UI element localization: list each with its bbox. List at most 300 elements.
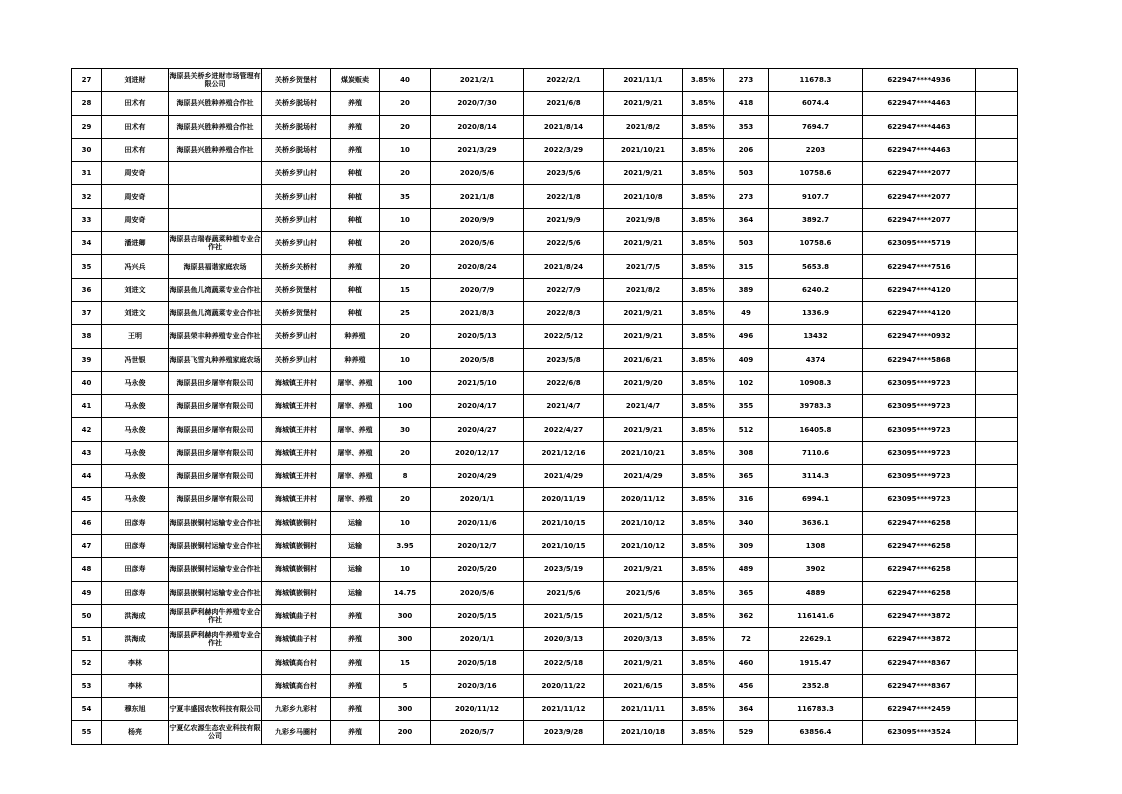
cell-start-date: 2021/1/8 [431, 185, 524, 208]
cell-seq: 31 [72, 162, 102, 185]
cell-note [976, 301, 1018, 324]
cell-days: 273 [724, 185, 769, 208]
cell-note [976, 604, 1018, 627]
cell-account: 622947****4120 [863, 301, 976, 324]
cell-business: 运输 [331, 534, 380, 557]
cell-interest: 3902 [769, 558, 863, 581]
cell-account: 622947****4463 [863, 138, 976, 161]
table-row [72, 418, 1018, 441]
cell-name: 洪海成 [102, 628, 169, 651]
cell-repay-date: 2020/3/13 [604, 628, 683, 651]
cell-rate: 3.85% [683, 558, 724, 581]
table-row [72, 301, 1018, 324]
cell-end-date: 2022/8/3 [524, 301, 604, 324]
cell-days: 489 [724, 558, 769, 581]
cell-company: 海原县田乡屠宰有限公司 [169, 371, 262, 394]
cell-amount: 10 [380, 208, 431, 231]
cell-interest: 1915.47 [769, 651, 863, 674]
cell-interest: 6240.2 [769, 278, 863, 301]
cell-note [976, 558, 1018, 581]
table-row [72, 138, 1018, 161]
cell-seq: 29 [72, 115, 102, 138]
cell-repay-date: 2021/5/6 [604, 581, 683, 604]
cell-seq: 42 [72, 418, 102, 441]
cell-company: 海原县兴胜种养殖合作社 [169, 115, 262, 138]
cell-seq: 54 [72, 698, 102, 721]
cell-start-date: 2020/3/16 [431, 674, 524, 697]
cell-business: 养殖 [331, 92, 380, 115]
cell-company: 海原县萨利赫肉牛养殖专业合作社 [169, 628, 262, 651]
cell-rate: 3.85% [683, 278, 724, 301]
cell-village: 海城镇曲子村 [262, 628, 331, 651]
cell-note [976, 674, 1018, 697]
cell-account: 622947****6258 [863, 511, 976, 534]
cell-company: 海原县田乡屠宰有限公司 [169, 465, 262, 488]
cell-company: 海原县萨利赫肉牛养殖专业合作社 [169, 604, 262, 627]
cell-days: 503 [724, 232, 769, 255]
table-row [72, 115, 1018, 138]
table-row [72, 255, 1018, 278]
cell-start-date: 2020/5/6 [431, 162, 524, 185]
cell-amount: 25 [380, 301, 431, 324]
cell-end-date: 2021/8/24 [524, 255, 604, 278]
cell-days: 512 [724, 418, 769, 441]
cell-account: 622947****8367 [863, 651, 976, 674]
cell-end-date: 2022/3/29 [524, 138, 604, 161]
cell-start-date: 2020/5/7 [431, 721, 524, 744]
cell-note [976, 278, 1018, 301]
cell-rate: 3.85% [683, 651, 724, 674]
cell-business: 种植 [331, 185, 380, 208]
table-row [72, 465, 1018, 488]
cell-repay-date: 2020/11/12 [604, 488, 683, 511]
cell-amount: 10 [380, 511, 431, 534]
cell-days: 496 [724, 325, 769, 348]
cell-account: 622947****6258 [863, 581, 976, 604]
cell-end-date: 2021/12/16 [524, 441, 604, 464]
cell-business: 屠宰、养殖 [331, 465, 380, 488]
table-row [72, 92, 1018, 115]
cell-company [169, 208, 262, 231]
cell-note [976, 162, 1018, 185]
cell-note [976, 418, 1018, 441]
cell-company: 海原县兴胜种养殖合作社 [169, 138, 262, 161]
cell-amount: 10 [380, 138, 431, 161]
cell-amount: 35 [380, 185, 431, 208]
cell-days: 355 [724, 395, 769, 418]
cell-business: 运输 [331, 511, 380, 534]
cell-end-date: 2021/10/15 [524, 534, 604, 557]
cell-account: 622947****5868 [863, 348, 976, 371]
cell-seq: 32 [72, 185, 102, 208]
cell-repay-date: 2021/4/7 [604, 395, 683, 418]
cell-name: 田彦寿 [102, 534, 169, 557]
cell-name: 田彦寿 [102, 581, 169, 604]
cell-seq: 36 [72, 278, 102, 301]
cell-name: 冯世银 [102, 348, 169, 371]
cell-seq: 50 [72, 604, 102, 627]
cell-repay-date: 2021/8/2 [604, 278, 683, 301]
cell-days: 456 [724, 674, 769, 697]
cell-repay-date: 2021/7/5 [604, 255, 683, 278]
cell-company: 海原县田乡屠宰有限公司 [169, 488, 262, 511]
cell-repay-date: 2021/8/2 [604, 115, 683, 138]
cell-seq: 53 [72, 674, 102, 697]
table-row [72, 162, 1018, 185]
cell-account: 623095****9723 [863, 441, 976, 464]
cell-end-date: 2022/4/27 [524, 418, 604, 441]
cell-repay-date: 2021/10/12 [604, 511, 683, 534]
cell-amount: 20 [380, 441, 431, 464]
cell-account: 622947****8367 [863, 674, 976, 697]
cell-rate: 3.85% [683, 69, 724, 92]
table-row [72, 185, 1018, 208]
cell-amount: 20 [380, 92, 431, 115]
cell-note [976, 395, 1018, 418]
cell-company: 海原县荣丰种养殖专业合作社 [169, 325, 262, 348]
cell-start-date: 2021/3/29 [431, 138, 524, 161]
cell-interest: 10908.3 [769, 371, 863, 394]
cell-amount: 20 [380, 162, 431, 185]
cell-village: 海城镇王井村 [262, 441, 331, 464]
cell-name: 刘进文 [102, 301, 169, 324]
cell-rate: 3.85% [683, 534, 724, 557]
cell-company: 海原县田乡屠宰有限公司 [169, 441, 262, 464]
cell-days: 340 [724, 511, 769, 534]
cell-interest: 2203 [769, 138, 863, 161]
cell-company: 海原县兴胜种养殖合作社 [169, 92, 262, 115]
cell-amount: 15 [380, 278, 431, 301]
cell-amount: 30 [380, 418, 431, 441]
cell-start-date: 2020/11/6 [431, 511, 524, 534]
cell-end-date: 2021/5/6 [524, 581, 604, 604]
cell-days: 49 [724, 301, 769, 324]
cell-days: 102 [724, 371, 769, 394]
cell-start-date: 2021/2/1 [431, 69, 524, 92]
cell-rate: 3.85% [683, 301, 724, 324]
cell-start-date: 2020/4/17 [431, 395, 524, 418]
cell-name: 马永俊 [102, 488, 169, 511]
cell-company: 海原县嵌铜村运输专业合作社 [169, 534, 262, 557]
cell-end-date: 2020/11/22 [524, 674, 604, 697]
cell-amount: 10 [380, 348, 431, 371]
cell-rate: 3.85% [683, 185, 724, 208]
cell-village: 关桥乡贺堡村 [262, 69, 331, 92]
cell-seq: 51 [72, 628, 102, 651]
table-row [72, 581, 1018, 604]
cell-account: 622947****4120 [863, 278, 976, 301]
cell-start-date: 2020/5/8 [431, 348, 524, 371]
table-row [72, 232, 1018, 255]
cell-start-date: 2020/8/24 [431, 255, 524, 278]
cell-amount: 20 [380, 115, 431, 138]
cell-days: 206 [724, 138, 769, 161]
cell-end-date: 2023/5/19 [524, 558, 604, 581]
cell-start-date: 2021/8/3 [431, 301, 524, 324]
cell-end-date: 2020/11/19 [524, 488, 604, 511]
cell-start-date: 2020/7/30 [431, 92, 524, 115]
cell-amount: 20 [380, 255, 431, 278]
table-row [72, 511, 1018, 534]
cell-end-date: 2022/2/1 [524, 69, 604, 92]
cell-account: 622947****3872 [863, 604, 976, 627]
cell-rate: 3.85% [683, 348, 724, 371]
cell-account: 622947****2077 [863, 162, 976, 185]
cell-seq: 37 [72, 301, 102, 324]
cell-interest: 3892.7 [769, 208, 863, 231]
cell-village: 海城镇王井村 [262, 371, 331, 394]
cell-business: 养殖 [331, 651, 380, 674]
cell-business: 种养殖 [331, 348, 380, 371]
cell-start-date: 2020/4/27 [431, 418, 524, 441]
cell-repay-date: 2021/9/21 [604, 162, 683, 185]
cell-interest: 2352.8 [769, 674, 863, 697]
cell-seq: 39 [72, 348, 102, 371]
cell-account: 622947****4463 [863, 115, 976, 138]
cell-company: 海原县关桥乡进财市场管理有限公司 [169, 69, 262, 92]
cell-village: 海城镇嵌铜村 [262, 581, 331, 604]
cell-note [976, 721, 1018, 744]
cell-rate: 3.85% [683, 721, 724, 744]
cell-repay-date: 2021/9/21 [604, 558, 683, 581]
cell-name: 周安奇 [102, 208, 169, 231]
cell-end-date: 2021/6/8 [524, 92, 604, 115]
cell-amount: 8 [380, 465, 431, 488]
cell-interest: 7110.6 [769, 441, 863, 464]
cell-start-date: 2020/5/6 [431, 581, 524, 604]
cell-amount: 100 [380, 395, 431, 418]
cell-company [169, 185, 262, 208]
cell-interest: 116783.3 [769, 698, 863, 721]
cell-repay-date: 2021/9/21 [604, 325, 683, 348]
table-row [72, 558, 1018, 581]
cell-interest: 13432 [769, 325, 863, 348]
cell-interest: 10758.6 [769, 162, 863, 185]
cell-seq: 34 [72, 232, 102, 255]
cell-business: 养殖 [331, 115, 380, 138]
cell-business: 屠宰、养殖 [331, 371, 380, 394]
cell-interest: 39783.3 [769, 395, 863, 418]
cell-village: 关桥乡罗山村 [262, 232, 331, 255]
cell-village: 海城镇王井村 [262, 465, 331, 488]
table-row [72, 698, 1018, 721]
cell-seq: 47 [72, 534, 102, 557]
cell-note [976, 325, 1018, 348]
cell-amount: 300 [380, 604, 431, 627]
cell-account: 622947****7516 [863, 255, 976, 278]
cell-name: 潘进卿 [102, 232, 169, 255]
cell-interest: 3114.3 [769, 465, 863, 488]
cell-note [976, 185, 1018, 208]
cell-days: 315 [724, 255, 769, 278]
cell-village: 海城镇嵌铜村 [262, 558, 331, 581]
cell-days: 308 [724, 441, 769, 464]
cell-rate: 3.85% [683, 465, 724, 488]
cell-interest: 9107.7 [769, 185, 863, 208]
cell-account: 623095****5719 [863, 232, 976, 255]
cell-end-date: 2022/5/6 [524, 232, 604, 255]
cell-interest: 7694.7 [769, 115, 863, 138]
cell-name: 田术有 [102, 115, 169, 138]
cell-interest: 4889 [769, 581, 863, 604]
cell-start-date: 2020/4/29 [431, 465, 524, 488]
cell-start-date: 2020/5/6 [431, 232, 524, 255]
cell-days: 389 [724, 278, 769, 301]
cell-start-date: 2021/5/10 [431, 371, 524, 394]
cell-end-date: 2021/11/12 [524, 698, 604, 721]
cell-village: 海城镇嵌铜村 [262, 511, 331, 534]
cell-account: 623095****9723 [863, 371, 976, 394]
cell-rate: 3.85% [683, 581, 724, 604]
cell-company: 海原县嵌铜村运输专业合作社 [169, 511, 262, 534]
table-row [72, 604, 1018, 627]
cell-interest: 1308 [769, 534, 863, 557]
cell-interest: 63856.4 [769, 721, 863, 744]
cell-name: 马永俊 [102, 465, 169, 488]
cell-note [976, 92, 1018, 115]
cell-business: 屠宰、养殖 [331, 441, 380, 464]
cell-repay-date: 2021/9/21 [604, 651, 683, 674]
cell-company: 海原县鱼儿湾蔬菜专业合作社 [169, 278, 262, 301]
cell-seq: 40 [72, 371, 102, 394]
cell-repay-date: 2021/6/15 [604, 674, 683, 697]
cell-business: 养殖 [331, 674, 380, 697]
cell-account: 623095****9723 [863, 395, 976, 418]
cell-amount: 40 [380, 69, 431, 92]
cell-note [976, 371, 1018, 394]
cell-note [976, 255, 1018, 278]
cell-business: 种植 [331, 162, 380, 185]
cell-interest: 1336.9 [769, 301, 863, 324]
cell-village: 关桥乡关桥村 [262, 255, 331, 278]
cell-business: 种植 [331, 232, 380, 255]
cell-amount: 20 [380, 232, 431, 255]
cell-account: 622947****0932 [863, 325, 976, 348]
cell-village: 海城镇高台村 [262, 651, 331, 674]
cell-note [976, 534, 1018, 557]
cell-account: 622947****6258 [863, 558, 976, 581]
cell-end-date: 2021/8/14 [524, 115, 604, 138]
cell-repay-date: 2021/9/21 [604, 301, 683, 324]
cell-account: 623095****9723 [863, 418, 976, 441]
cell-seq: 44 [72, 465, 102, 488]
cell-end-date: 2021/4/29 [524, 465, 604, 488]
cell-company: 海原县吉瑞春蔬菜种植专业合作社 [169, 232, 262, 255]
cell-interest: 10758.6 [769, 232, 863, 255]
table-row [72, 488, 1018, 511]
cell-rate: 3.85% [683, 511, 724, 534]
cell-seq: 41 [72, 395, 102, 418]
cell-village: 关桥乡罗山村 [262, 325, 331, 348]
cell-repay-date: 2021/9/21 [604, 418, 683, 441]
cell-amount: 10 [380, 558, 431, 581]
cell-rate: 3.85% [683, 674, 724, 697]
cell-village: 关桥乡罗山村 [262, 348, 331, 371]
cell-seq: 43 [72, 441, 102, 464]
cell-village: 海城镇王井村 [262, 395, 331, 418]
cell-end-date: 2022/5/12 [524, 325, 604, 348]
cell-days: 273 [724, 69, 769, 92]
cell-interest: 116141.6 [769, 604, 863, 627]
cell-note [976, 465, 1018, 488]
table-row [72, 69, 1018, 92]
cell-end-date: 2020/3/13 [524, 628, 604, 651]
cell-account: 622947****4463 [863, 92, 976, 115]
cell-start-date: 2020/8/14 [431, 115, 524, 138]
cell-business: 运输 [331, 581, 380, 604]
cell-village: 海城镇嵌铜村 [262, 534, 331, 557]
cell-amount: 15 [380, 651, 431, 674]
cell-seq: 55 [72, 721, 102, 744]
cell-days: 460 [724, 651, 769, 674]
cell-name: 穆东旭 [102, 698, 169, 721]
table-row [72, 441, 1018, 464]
cell-village: 九彩乡九彩村 [262, 698, 331, 721]
cell-business: 养殖 [331, 698, 380, 721]
cell-seq: 33 [72, 208, 102, 231]
cell-repay-date: 2021/4/29 [604, 465, 683, 488]
cell-account: 622947****2459 [863, 698, 976, 721]
cell-rate: 3.85% [683, 208, 724, 231]
cell-name: 李林 [102, 674, 169, 697]
cell-seq: 45 [72, 488, 102, 511]
cell-end-date: 2023/5/8 [524, 348, 604, 371]
cell-name: 马永俊 [102, 418, 169, 441]
cell-name: 王明 [102, 325, 169, 348]
cell-repay-date: 2021/10/18 [604, 721, 683, 744]
cell-rate: 3.85% [683, 92, 724, 115]
cell-note [976, 208, 1018, 231]
cell-company: 海原县嵌铜村运输专业合作社 [169, 558, 262, 581]
cell-note [976, 138, 1018, 161]
cell-interest: 22629.1 [769, 628, 863, 651]
cell-rate: 3.85% [683, 418, 724, 441]
cell-note [976, 115, 1018, 138]
cell-rate: 3.85% [683, 255, 724, 278]
loan-table [71, 68, 1018, 745]
cell-note [976, 628, 1018, 651]
cell-account: 622947****2077 [863, 185, 976, 208]
cell-start-date: 2020/5/20 [431, 558, 524, 581]
cell-company [169, 674, 262, 697]
cell-amount: 3.95 [380, 534, 431, 557]
cell-seq: 46 [72, 511, 102, 534]
cell-name: 杨亮 [102, 721, 169, 744]
cell-business: 运输 [331, 558, 380, 581]
table-row [72, 278, 1018, 301]
cell-repay-date: 2021/9/21 [604, 232, 683, 255]
table-row [72, 721, 1018, 744]
cell-village: 关桥乡罗山村 [262, 162, 331, 185]
cell-note [976, 581, 1018, 604]
cell-village: 关桥乡贺堡村 [262, 301, 331, 324]
cell-end-date: 2022/1/8 [524, 185, 604, 208]
cell-rate: 3.85% [683, 395, 724, 418]
cell-rate: 3.85% [683, 162, 724, 185]
cell-days: 503 [724, 162, 769, 185]
cell-village: 九彩乡马圈村 [262, 721, 331, 744]
cell-interest: 6994.1 [769, 488, 863, 511]
cell-rate: 3.85% [683, 441, 724, 464]
cell-days: 365 [724, 581, 769, 604]
cell-company: 海原县田乡屠宰有限公司 [169, 418, 262, 441]
cell-repay-date: 2021/10/12 [604, 534, 683, 557]
cell-business: 屠宰、养殖 [331, 395, 380, 418]
cell-village: 关桥乡罗山村 [262, 208, 331, 231]
cell-amount: 300 [380, 628, 431, 651]
cell-seq: 30 [72, 138, 102, 161]
cell-name: 田彦寿 [102, 558, 169, 581]
